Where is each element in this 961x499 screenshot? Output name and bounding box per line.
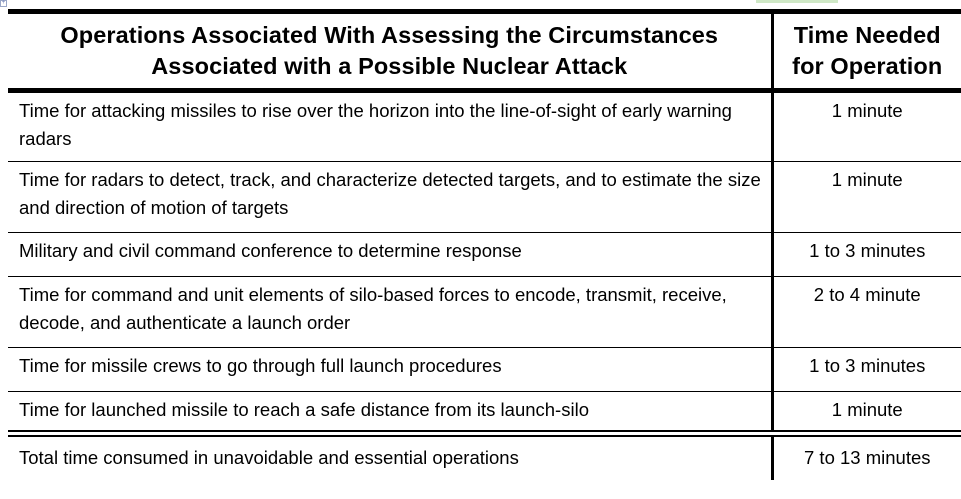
operation-description: Time for command and unit elements of silo-based forces to encode, transmit, receive, decode, and authenticate a launch order: [8, 277, 772, 348]
operation-time: 1 to 3 minutes: [772, 348, 961, 392]
total-row: [8, 434, 961, 480]
move-handle-icon[interactable]: +: [1, 0, 6, 6]
total-time: 7 to 13 minutes: [772, 434, 961, 480]
operation-description: Time for missile crews to go through full launch procedures: [8, 348, 772, 392]
time-header-line1: Time Needed: [793, 22, 941, 48]
operation-description: Time for radars to detect, track, and characterize detected targets, and to estimate the size and direction of motion of targets: [8, 162, 772, 233]
table-row: [8, 277, 961, 348]
operation-time: 1 minute: [772, 91, 961, 162]
operation-description: Time for attacking missiles to rise over the horizon into the line-of-sight of early warning radars: [8, 91, 772, 162]
operation-time: 1 minute: [772, 162, 961, 233]
operation-time: 2 to 4 minute: [772, 277, 961, 348]
operation-description: Military and civil command conference to determine response: [8, 233, 772, 277]
operations-time-table: [8, 9, 961, 480]
time-column-header: [772, 12, 961, 91]
table-row: [8, 233, 961, 277]
operations-header-line2: Associated with a Possible Nuclear Attack: [151, 53, 628, 79]
table-row: [8, 348, 961, 392]
time-header-line2: for Operation: [792, 53, 943, 79]
top-decoration-strip: [756, 0, 838, 3]
table-row: [8, 91, 961, 162]
operation-time: 1 to 3 minutes: [772, 233, 961, 277]
operation-time: 1 minute: [831, 399, 903, 420]
table-row: [8, 392, 961, 434]
operation-description: Time for launched missile to reach a safe distance from its launch-silo: [8, 392, 772, 434]
total-description: Total time consumed in unavoidable and essential operations: [8, 434, 772, 480]
table-header-row: [8, 12, 961, 91]
operations-header-line1: Operations Associated With Assessing the Circumstances: [60, 22, 719, 48]
operations-column-header: [8, 12, 772, 91]
table-row: [8, 162, 961, 233]
